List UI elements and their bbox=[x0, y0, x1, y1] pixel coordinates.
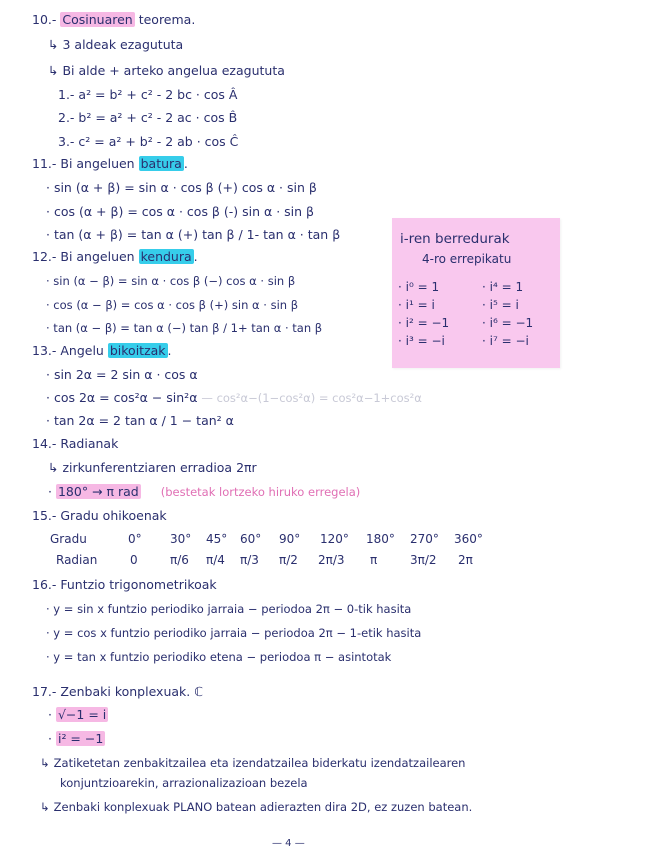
radian-cell: π bbox=[370, 553, 378, 567]
degree-cell: 270° bbox=[410, 532, 439, 546]
section-15-title: 15.- Gradu ohikoenak bbox=[32, 508, 167, 523]
arrow-icon: ↳ bbox=[48, 460, 59, 475]
title-text: teorema. bbox=[138, 12, 196, 27]
bullet: · bbox=[48, 707, 52, 722]
formula-line: · tan (α + β) = tan α (+) tan β / 1- tan α · tan β bbox=[46, 227, 341, 242]
section-14-title: 14.- Radianak bbox=[32, 436, 119, 451]
highlighted-term: batura bbox=[140, 156, 182, 171]
note-text: Bi alde + arteko angelua ezagututa bbox=[62, 63, 285, 78]
arrow-icon: ↳ bbox=[40, 756, 50, 770]
note-text: zirkunferentziaren erradioa 2πr bbox=[62, 460, 257, 475]
degree-cell: 360° bbox=[454, 532, 483, 546]
section-11-title bbox=[32, 156, 188, 172]
section-16-title: 16.- Funtzio trigonometrikoak bbox=[32, 577, 217, 592]
note-line bbox=[40, 799, 472, 815]
title-text: 11.- Bi angeluen bbox=[32, 156, 135, 171]
note-line bbox=[48, 707, 108, 723]
bullet: · bbox=[48, 484, 52, 499]
formula-line: · sin (α + β) = sin α · cos β (+) cos α · sin β bbox=[46, 180, 317, 195]
row-label: Gradu bbox=[50, 532, 87, 546]
degree-cell: 120° bbox=[320, 532, 349, 546]
formula-line: · sin 2α = 2 sin α · cos α bbox=[46, 367, 198, 382]
degree-cell: 30° bbox=[170, 532, 192, 546]
degree-cell: 0° bbox=[128, 532, 142, 546]
radian-cell: π/4 bbox=[206, 553, 225, 567]
power-item: · i² = −1 bbox=[398, 316, 450, 330]
formula-line: 3.- c² = a² + b² - 2 ab · cos Ĉ bbox=[58, 134, 239, 149]
highlighted-term: i² = −1 bbox=[57, 731, 104, 746]
section-10-title bbox=[32, 12, 195, 28]
function-line: · y = tan x funtzio periodiko etena − periodoa π − asintotak bbox=[46, 650, 392, 664]
degree-cell: 45° bbox=[206, 532, 228, 546]
formula-line: · sin (α − β) = sin α · cos β (−) cos α · sin β bbox=[46, 274, 296, 288]
note-text: Zatiketetan zenbakitzailea eta izendatzailea biderkatu izendatzailearen bbox=[53, 756, 466, 770]
highlighted-term: bikoitzak bbox=[109, 343, 166, 358]
note-line bbox=[40, 755, 465, 771]
note-text: Zenbaki konplexuak PLANO batean adierazten dira 2D, ez zuzen batean. bbox=[53, 800, 473, 814]
formula-line: · tan (α − β) = tan α (−) tan β / 1+ tan α · tan β bbox=[46, 321, 323, 335]
formula-text: · cos 2α = cos²α − sin²α bbox=[46, 390, 198, 405]
note-line bbox=[48, 460, 257, 476]
degree-cell: 90° bbox=[279, 532, 301, 546]
radian-cell: 3π/2 bbox=[410, 553, 437, 567]
sticky-title: i-ren berredurak bbox=[400, 231, 510, 247]
title-text: 12.- Bi angeluen bbox=[32, 249, 135, 264]
row-label: Radian bbox=[56, 553, 98, 567]
note-line bbox=[48, 484, 360, 500]
page-number: — 4 — bbox=[272, 838, 305, 849]
power-item: · i⁴ = 1 bbox=[482, 280, 524, 294]
side-note: (bestetak lortzeko hiruko erregela) bbox=[160, 485, 361, 499]
faint-derivation: — cos²α−(1−cos²α) = cos²α−1+cos²α bbox=[201, 391, 422, 405]
arrow-icon: ↳ bbox=[48, 37, 59, 52]
power-item: · i⁷ = −i bbox=[482, 334, 529, 348]
degree-cell: 180° bbox=[366, 532, 395, 546]
formula-line: · cos (α + β) = cos α · cos β (-) sin α · sin β bbox=[46, 204, 315, 219]
note-text: 3 aldeak ezagututa bbox=[62, 37, 184, 52]
radian-cell: π/3 bbox=[240, 553, 259, 567]
arrow-icon: ↳ bbox=[48, 63, 59, 78]
highlighted-term: kendura bbox=[140, 249, 192, 264]
section-17-title: 17.- Zenbaki konplexuak. ℂ bbox=[32, 684, 203, 699]
power-item: · i⁵ = i bbox=[482, 298, 519, 312]
arrow-icon: ↳ bbox=[40, 800, 50, 814]
power-item: · i¹ = i bbox=[398, 298, 435, 312]
formula-line: 2.- b² = a² + c² - 2 ac · cos B̂ bbox=[58, 110, 238, 125]
power-item: · i⁶ = −1 bbox=[482, 316, 534, 330]
radian-cell: 0 bbox=[130, 553, 138, 567]
degree-cell: 60° bbox=[240, 532, 262, 546]
highlighted-term: Cosinuaren bbox=[62, 12, 133, 27]
formula-line bbox=[46, 390, 422, 406]
section-12-title bbox=[32, 249, 198, 265]
formula-line: · cos (α − β) = cos α · cos β (+) sin α · sin β bbox=[46, 298, 299, 312]
power-item: · i³ = −i bbox=[398, 334, 445, 348]
section-13-title bbox=[32, 343, 172, 359]
formula-line: · tan 2α = 2 tan α / 1 − tan² α bbox=[46, 413, 234, 428]
highlighted-term: √−1 = i bbox=[57, 707, 107, 722]
title-text: . bbox=[167, 343, 172, 358]
power-item: · i⁰ = 1 bbox=[398, 280, 440, 294]
function-line: · y = cos x funtzio periodiko jarraia − periodoa 2π − 1-etik hasita bbox=[46, 626, 422, 640]
radian-cell: π/2 bbox=[279, 553, 298, 567]
sticky-subtitle: 4-ro errepikatu bbox=[422, 252, 512, 266]
note-line-continued: konjuntzioarekin, arrazionalizazioan bezela bbox=[60, 776, 308, 790]
bullet: · bbox=[48, 731, 52, 746]
note-line bbox=[48, 63, 285, 79]
note-line bbox=[48, 731, 105, 747]
highlighted-term: 180° → π rad bbox=[57, 484, 139, 499]
title-text: . bbox=[183, 156, 188, 171]
section-number: 10.- bbox=[32, 12, 57, 27]
sticky-note bbox=[392, 218, 560, 368]
radian-cell: π/6 bbox=[170, 553, 189, 567]
formula-line: 1.- a² = b² + c² - 2 bc · cos Â bbox=[58, 87, 238, 102]
radian-cell: 2π bbox=[458, 553, 473, 567]
title-text: 13.- Angelu bbox=[32, 343, 104, 358]
radian-cell: 2π/3 bbox=[318, 553, 345, 567]
title-text: . bbox=[193, 249, 198, 264]
function-line: · y = sin x funtzio periodiko jarraia − periodoa 2π − 0-tik hasita bbox=[46, 602, 412, 616]
note-line bbox=[48, 37, 183, 53]
